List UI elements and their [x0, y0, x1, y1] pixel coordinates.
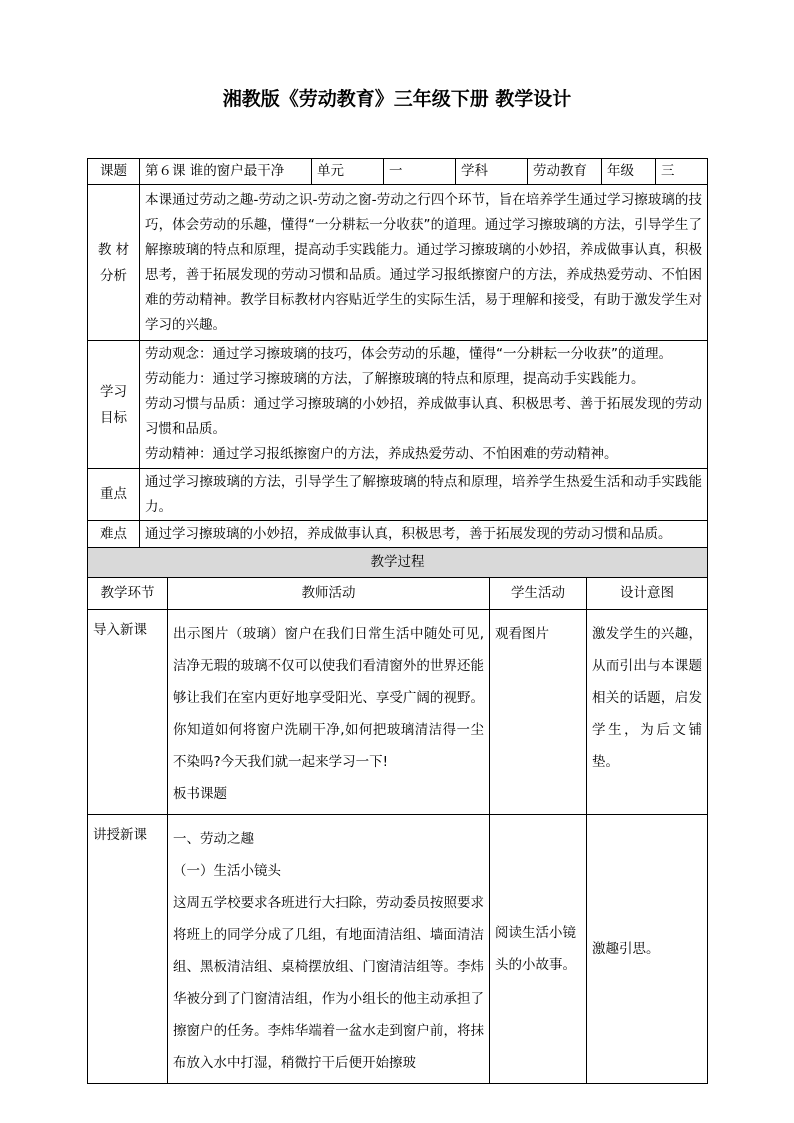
teaching-process-table	[87, 547, 708, 1084]
lesson-info-table	[87, 158, 708, 548]
goals-row	[88, 341, 708, 469]
goal-item: 劳动习惯与品质：通过学习擦玻璃的小妙招，养成做事认真、积极思考、善于拓展发现的劳动习惯和品质。	[145, 396, 702, 437]
subject-label: 学科	[456, 159, 528, 185]
key-points-row	[88, 469, 708, 521]
header-teacher: 教师活动	[168, 578, 490, 610]
teacher-text: 出示图片（玻璃）窗户在我们日常生活中随处可见,洁净无瑕的玻璃不仅可以使我们看清窗外的世界还能够让我们在室内更好地享受阳光、享受广阔的视野。你知道如何将窗户洗刷干净,如何把玻璃清洁得一尘不染吗?今天我们就一起来学习一下!	[173, 626, 484, 770]
teacher-subheading: （一）生活小镜头	[173, 863, 281, 879]
header-stage: 教学环节	[88, 578, 168, 610]
lesson-row	[88, 159, 708, 185]
lesson-label: 课题	[88, 159, 140, 185]
unit-value: 一	[384, 159, 456, 185]
difficulties-text: 通过学习擦玻璃的小妙招，养成做事认真，积极思考，善于拓展发现的劳动习惯和品质。	[140, 521, 708, 548]
teacher-extra: 板书课题	[173, 786, 227, 802]
key-points-label: 重点	[88, 469, 140, 521]
stage-cell: 讲授新课	[88, 815, 168, 1084]
goal-item: 劳动观念：通过学习擦玻璃的技巧，体会劳动的乐趣，懂得“一分耕耘一分收获”的道理。	[145, 346, 672, 362]
teacher-text: 这周五学校要求各班进行大扫除，劳动委员按照要求将班上的同学分成了几组，有地面清洁组、墙面清洁组、黑板清洁组、桌椅摆放组、门窗清洁组等。李炜华被分到了门窗清洁组，作为小组长的他主动承担了擦窗户的任务。李炜华端着一盆水走到窗户前，将抹布放入水中打湿，稍微拧干后便开始擦玻	[173, 895, 484, 1071]
subject-value: 劳动教育	[528, 159, 602, 185]
intent-cell: 激发学生的兴趣，从而引出与本课题相关的话题，启发学生，为后文铺垫。	[587, 610, 708, 815]
section-title: 教学过程	[88, 548, 708, 578]
grade-value: 三	[656, 159, 708, 185]
table-row	[88, 815, 708, 1084]
difficulties-row	[88, 521, 708, 548]
analysis-label: 教 材 分析	[88, 185, 140, 341]
header-row	[88, 578, 708, 610]
intent-cell: 激趣引思。	[587, 815, 708, 1084]
goals-label: 学习 目标	[88, 341, 140, 469]
header-intent: 设计意图	[587, 578, 708, 610]
grade-label: 年级	[602, 159, 656, 185]
analysis-text: 本课通过劳动之趣-劳动之识-劳动之窗-劳动之行四个环节，旨在培养学生通过学习擦玻璃的技巧，体会劳动的乐趣，懂得“一分耕耘一分收获”的道理。通过学习擦玻璃的方法，引导学生了解擦玻璃的特点和原理，提高动手实践能力。通过学习擦玻璃的小妙招，养成做事认真，积极思考，善于拓展发现的劳动习惯和品质。通过学习报纸擦窗户的方法，养成热爱劳动、不怕困难的劳动精神。教学目标教材内容贴近学生的实际生活，易于理解和接受，有助于激发学生对学习的兴趣。	[140, 185, 708, 341]
header-student: 学生活动	[490, 578, 587, 610]
student-cell: 观看图片	[490, 610, 587, 815]
table-row	[88, 610, 708, 815]
section-title-row	[88, 548, 708, 578]
goal-item: 劳动能力：通过学习擦玻璃的方法，了解擦玻璃的特点和原理，提高动手实践能力。	[145, 371, 645, 387]
analysis-row	[88, 185, 708, 341]
teacher-cell	[168, 610, 490, 815]
difficulties-label: 难点	[88, 521, 140, 548]
page-title: 湘教版《劳动教育》三年级下册 教学设计	[222, 88, 572, 110]
student-cell: 阅读生活小镜头的小故事。	[490, 815, 587, 1084]
lesson-value: 第６课 谁的窗户最干净	[140, 159, 312, 185]
teacher-heading: 一、劳动之趣	[173, 831, 254, 847]
unit-label: 单元	[312, 159, 384, 185]
goal-item: 劳动精神：通过学习报纸擦窗户的方法，养成热爱劳动、不怕困难的劳动精神。	[145, 446, 618, 462]
stage-cell: 导入新课	[88, 610, 168, 815]
teacher-cell	[168, 815, 490, 1084]
key-points-text: 通过学习擦玻璃的方法，引导学生了解擦玻璃的特点和原理，培养学生热爱生活和动手实践能力。	[140, 469, 708, 521]
goals-list	[140, 341, 708, 469]
